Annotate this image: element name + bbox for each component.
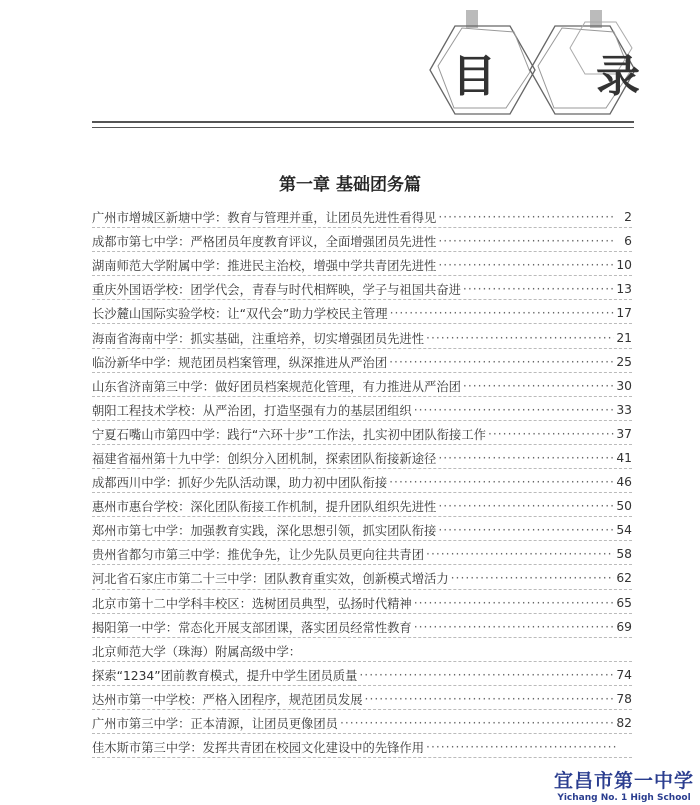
entry-page: 82 <box>616 716 632 731</box>
toc-entry[interactable] <box>92 277 632 301</box>
entry-title: 临汾新华中学：规范团员档案管理，纵深推进从严治团 <box>92 355 388 370</box>
leader-dots <box>438 451 614 465</box>
entry-title: 郑州市第七中学：加强教育实践，深化思想引领，抓实团队衔接 <box>92 524 437 539</box>
entry-title: 探索“1234”团前教育模式，提升中学生团员质量 <box>92 668 358 683</box>
entry-page: 50 <box>616 499 632 514</box>
entry-page: 25 <box>616 354 632 369</box>
toc-entry[interactable] <box>92 325 632 349</box>
entry-title: 佳木斯市第三中学：发挥共青团在校园文化建设中的先锋作用 <box>92 741 425 756</box>
entry-title: 成都市第七中学：严格团员年度教育评议，全面增强团员先进性 <box>92 235 437 250</box>
entry-page: 41 <box>616 450 632 465</box>
entry-page: 17 <box>616 306 632 321</box>
entry-title: 北京师范大学（珠海）附属高级中学： <box>92 644 302 659</box>
entry-page: 58 <box>616 547 632 562</box>
entry-title: 惠州市惠台学校：深化团队衔接工作机制，提升团队组织先进性 <box>92 500 437 515</box>
entry-title: 山东省济南第三中学：做好团员档案规范化管理，有力推进从严治团 <box>92 379 461 394</box>
entry-title: 达州市第一中学校：严格入团程序，规范团员发展 <box>92 692 363 707</box>
entry-page: 13 <box>616 282 632 297</box>
leader-dots <box>438 523 614 537</box>
toc-entry[interactable] <box>92 735 632 759</box>
entry-page: 30 <box>616 378 632 393</box>
entry-page: 62 <box>616 571 632 586</box>
entry-title: 长沙麓山国际实验学校：让“双代会”助力学校民主管理 <box>92 307 388 322</box>
entry-page: 74 <box>616 667 632 682</box>
leader-dots <box>414 620 615 634</box>
entry-title: 揭阳第一中学：常态化开展支部团课，落实团员经常性教育 <box>92 620 412 635</box>
toc-list <box>92 205 632 759</box>
entry-page: 37 <box>616 426 632 441</box>
entry-page: 54 <box>616 523 632 538</box>
toc-entry[interactable] <box>92 615 632 639</box>
entry-title: 重庆外国语学校：团学代会，青春与时代相辉映，学子与祖国共奋进 <box>92 283 461 298</box>
leader-dots <box>463 282 614 296</box>
entry-title: 广州市增城区新塘中学：教育与管理并重，让团员先进性看得见 <box>92 211 437 226</box>
leader-dots <box>451 571 615 585</box>
toc-entry[interactable] <box>92 374 632 398</box>
entry-page: 33 <box>616 402 632 417</box>
entry-title: 北京市第十二中学科丰校区：选树团员典型，弘扬时代精神 <box>92 596 412 611</box>
leader-dots <box>426 547 614 561</box>
leader-dots <box>414 403 615 417</box>
entry-page: 21 <box>616 330 632 345</box>
entry-title: 朝阳工程技术学校：从严治团，打造坚强有力的基层团组织 <box>92 403 412 418</box>
toc-entry[interactable] <box>92 253 632 277</box>
leader-dots <box>426 331 614 345</box>
leader-dots <box>365 692 615 706</box>
toc-heading-char-1: 目 <box>452 51 498 102</box>
entry-title: 海南省海南中学：抓实基础，注重培养，切实增强团员先进性 <box>92 331 425 346</box>
chapter-title: 第一章 基础团务篇 <box>279 175 421 195</box>
leader-dots <box>488 427 614 441</box>
entry-title: 福建省福州第十九中学：创织分入团机制，探索团队衔接新途径 <box>92 451 437 466</box>
entry-title: 成都西川中学：抓好少先队活动课，助力初中团队衔接 <box>92 476 388 491</box>
leader-dots <box>438 234 616 248</box>
entry-page: 78 <box>616 691 632 706</box>
toc-entry[interactable] <box>92 470 632 494</box>
leader-dots <box>426 740 616 754</box>
entry-page: 10 <box>616 258 632 273</box>
toc-entry[interactable] <box>92 229 632 253</box>
toc-entry[interactable] <box>92 301 632 325</box>
header-rule <box>92 121 634 123</box>
toc-entry[interactable] <box>92 711 632 735</box>
toc-entry[interactable] <box>92 542 632 566</box>
entry-title: 宁夏石嘴山市第四中学：践行“六环十步”工作法，扎实初中团队衔接工作 <box>92 427 486 442</box>
toc-heading <box>452 40 642 104</box>
toc-entry[interactable] <box>92 663 632 687</box>
toc-entry[interactable] <box>92 566 632 590</box>
toc-entry[interactable] <box>92 398 632 422</box>
toc-entry[interactable] <box>92 205 632 229</box>
entry-page: 69 <box>616 619 632 634</box>
leader-dots <box>438 258 614 272</box>
toc-entry[interactable] <box>92 518 632 542</box>
toc-entry[interactable] <box>92 639 632 663</box>
entry-title: 贵州省都匀市第三中学：推优争先，让少先队员更向往共青团 <box>92 548 425 563</box>
entry-page: 6 <box>624 234 632 249</box>
toc-entry[interactable] <box>92 446 632 470</box>
entry-title: 河北省石家庄市第二十三中学：团队教育重实效，创新模式增活力 <box>92 572 449 587</box>
header-rule-thin <box>92 127 634 128</box>
toc-entry[interactable] <box>92 494 632 518</box>
watermark-en: Yichang No. 1 High School <box>557 793 691 803</box>
school-watermark <box>554 766 694 803</box>
entry-title: 广州市第三中学：正本清源，让团员更像团员 <box>92 717 338 732</box>
toc-entry[interactable] <box>92 350 632 374</box>
leader-dots <box>438 499 614 513</box>
leader-dots <box>389 355 614 369</box>
toc-entry[interactable] <box>92 591 632 615</box>
leader-dots <box>463 379 614 393</box>
entry-page: 2 <box>624 210 632 225</box>
leader-dots <box>414 596 615 610</box>
entry-page: 65 <box>616 595 632 610</box>
toc-heading-char-2: 录 <box>596 51 642 102</box>
toc-entry[interactable] <box>92 687 632 711</box>
leader-dots <box>340 716 614 730</box>
toc-entry[interactable] <box>92 422 632 446</box>
entry-page: 46 <box>616 475 632 490</box>
leader-dots <box>389 475 614 489</box>
leader-dots <box>359 668 614 682</box>
entry-title: 湖南师范大学附属中学：推进民主治校，增强中学共青团先进性 <box>92 259 437 274</box>
leader-dots <box>390 306 615 320</box>
watermark-cn: 宜昌市第一中学 <box>553 770 694 792</box>
leader-dots <box>438 210 616 224</box>
